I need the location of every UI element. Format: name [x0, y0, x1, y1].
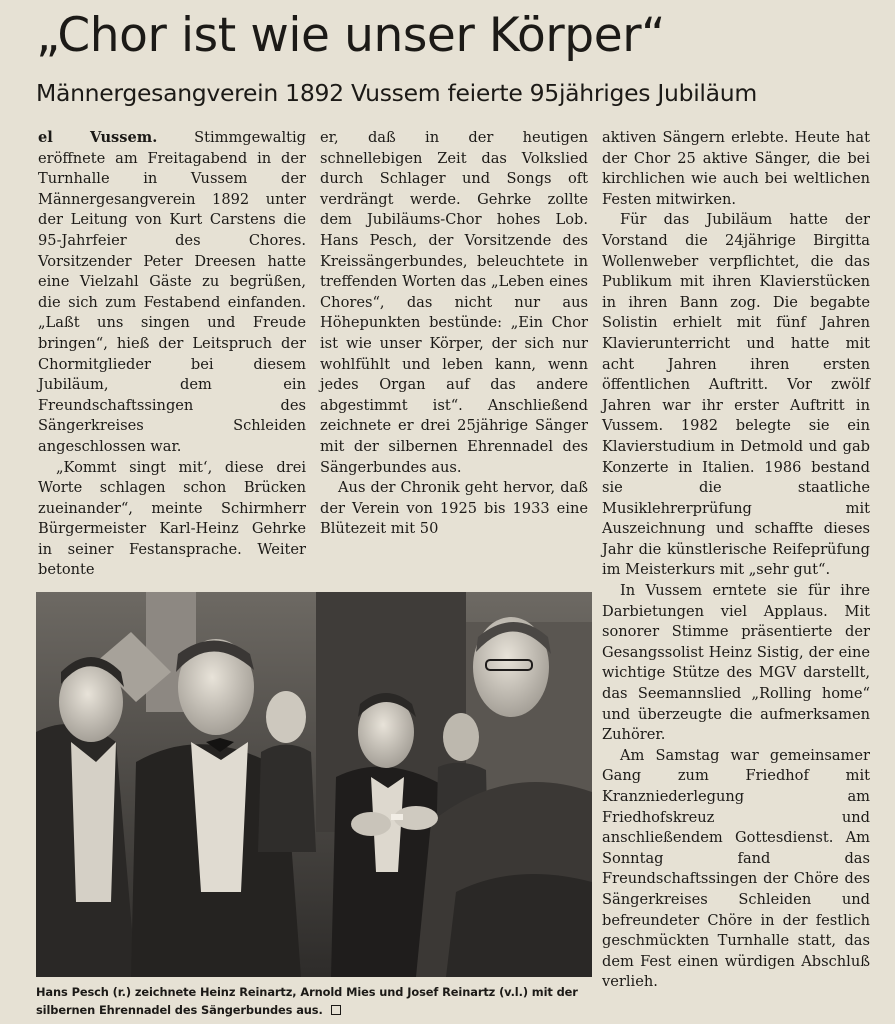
- photo-caption-text: Hans Pesch (r.) zeichnete Heinz Reinartz, Arnold Mies und Josef Reinartz (v.l.) mit der silbernen Ehrennadel des Sängerbundes aus.: [36, 985, 578, 1017]
- article-column-3: [602, 128, 870, 993]
- end-of-article-mark: [331, 1005, 341, 1015]
- article-paragraph: „Kommt singt mit‘, diese drei Worte schlagen schon Brücken zueinander“, meinte Schirmherr Bürgermeister Karl-Heinz Gehrke in seiner Festansprache. Weiter betonte: [38, 458, 306, 579]
- article-text: Stimmgewaltig eröffnete am Freitagabend in der Turnhalle in Vussem der Männergesangverein 1892 unter der Leitung von Kurt Carstens die 95-Jahrfeier des Chores. Vorsitzender Peter Dreesen hatte eine Vielzahl Gäste zu begrüßen, die sich zum Festabend einfanden. „Laßt uns singen und Freude bringen“, hieß der Leitspruch der Chormitglieder bei diesem Jubiläum, dem ein Freundschaftssingen des Sängerkreises Schleiden angeschlossen war.: [38, 129, 306, 455]
- article-dateline: el Vussem.: [38, 129, 158, 146]
- article-paragraph: Am Samstag war gemeinsamer Gang zum Friedhof mit Kranzniederlegung am Friedhofskreuz und anschließendem Gottesdienst. Am Sonntag fand das Freundschaftssingen der Chöre des Sängerkreises Schleiden und befreundeter Chöre in der festlich geschmückten Turnhalle statt, das dem Fest einen würdigen Abschluß verlieh.: [602, 746, 870, 991]
- article-column-1: [38, 128, 306, 581]
- group-photo-icon: [36, 592, 592, 977]
- article-paragraph: er, daß in der heutigen schnellebigen Zeit das Volkslied durch Schlager und Songs oft verdrängt werde. Gehrke zollte dem Jubiläums-Chor hohes Lob. Hans Pesch, der Vorsitzende des Kreissängerbundes, beleuchtete in treffenden Worten das „Leben eines Chores“, das nicht nur aus Höhepunkten bestünde: „Ein Chor ist wie unser Körper, der sich nur wohlfühlt und leben kann, wenn jedes Organ auf das andere abgestimmt ist“. Anschließend zeichnete er drei 25jährige Sänger mit der silbernen Ehrennadel des Sängerbundes aus.: [320, 129, 588, 476]
- photo-caption: [36, 983, 592, 1019]
- article-paragraph: Für das Jubiläum hatte der Vorstand die 24jährige Birgitta Wollenweber verpflichtet, die das Publikum mit ihren Klavierstücken in ihren Bann zog. Die begabte Solistin erhielt mit fünf Jahren Klavierunterricht und hatte mit acht Jahren ihren ersten öffentlichen Auftritt. Vor zwölf Jahren war ihr erster Auftritt in Vussem. 1982 belegte sie ein Klavierstudium in Detmold und gab Konzerte in Italien. 1986 bestand sie die staatliche Musiklehrerprüfung mit Auszeichnung und schaffte dieses Jahr die künstlerische Reifeprüfung im Meisterkurs mit „sehr gut“.: [602, 211, 870, 579]
- article-paragraph: [38, 128, 306, 458]
- article-paragraph: aktiven Sängern erlebte. Heute hat der Chor 25 aktive Sänger, die bei kirchlichen wie auch bei weltlichen Festen mitwirken.: [602, 129, 870, 208]
- article-subheadline: Männergesangverein 1892 Vussem feierte 95jähriges Jubiläum: [36, 79, 757, 107]
- article-headline: „Chor ist wie unser Körper“: [36, 8, 666, 63]
- article-column-2: [320, 128, 588, 540]
- article-paragraph: In Vussem erntete sie für ihre Darbietungen viel Applaus. Mit sonorer Stimme präsentierte der Gesangssolist Heinz Sistig, der eine wichtige Stütze des MGV darstellt, das Seemannslied „Rolling home“ und überzeugte die aufmerksamen Zuhörer.: [602, 582, 870, 744]
- article-photo: [36, 592, 592, 977]
- article-paragraph: Aus der Chronik geht hervor, daß der Verein von 1925 bis 1933 eine Blütezeit mit 50: [320, 479, 588, 538]
